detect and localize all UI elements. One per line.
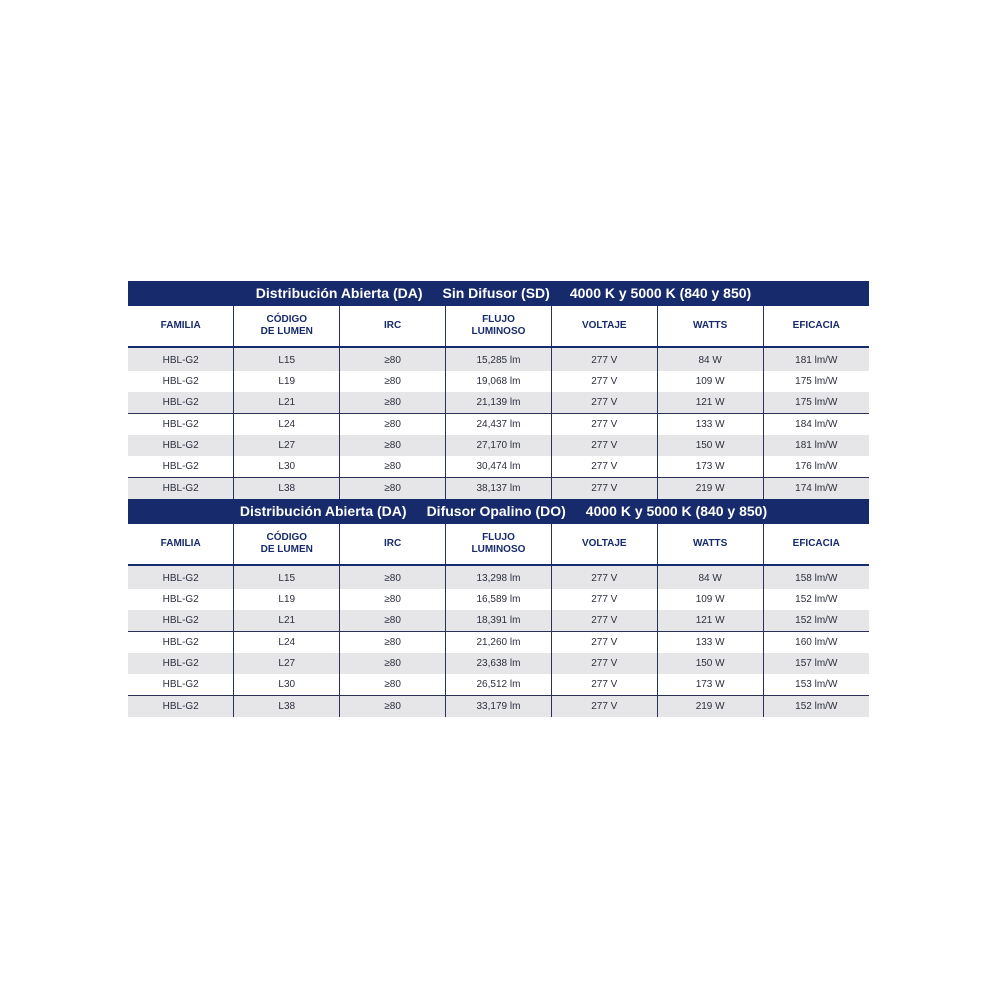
cell-eficacia: 152 lm/W bbox=[763, 610, 869, 632]
table-header-row bbox=[128, 524, 869, 565]
cell-codigo-lumen: L38 bbox=[234, 696, 340, 718]
table-header-row bbox=[128, 306, 869, 347]
cell-watts: 150 W bbox=[657, 653, 763, 674]
cell-eficacia: 152 lm/W bbox=[763, 589, 869, 610]
table-row bbox=[128, 347, 869, 371]
cell-irc: ≥80 bbox=[340, 696, 446, 718]
cell-familia: HBL-G2 bbox=[128, 674, 234, 696]
cell-familia: HBL-G2 bbox=[128, 456, 234, 478]
section-cct-label: 4000 K y 5000 K (840 y 850) bbox=[585, 503, 768, 519]
cell-voltaje: 277 V bbox=[551, 632, 657, 654]
cell-flujo-luminoso: 13,298 lm bbox=[446, 565, 552, 589]
column-header-irc: IRC bbox=[340, 524, 446, 565]
cell-familia: HBL-G2 bbox=[128, 565, 234, 589]
cell-watts: 121 W bbox=[657, 610, 763, 632]
cell-watts: 109 W bbox=[657, 589, 763, 610]
cell-watts: 109 W bbox=[657, 371, 763, 392]
cell-irc: ≥80 bbox=[340, 610, 446, 632]
cell-flujo-luminoso: 19,068 lm bbox=[446, 371, 552, 392]
cell-flujo-luminoso: 38,137 lm bbox=[446, 478, 552, 500]
cell-voltaje: 277 V bbox=[551, 414, 657, 436]
column-header-watts: WATTS bbox=[657, 306, 763, 347]
cell-familia: HBL-G2 bbox=[128, 371, 234, 392]
cell-flujo-luminoso: 33,179 lm bbox=[446, 696, 552, 718]
cell-flujo-luminoso: 27,170 lm bbox=[446, 435, 552, 456]
table-row bbox=[128, 371, 869, 392]
cell-voltaje: 277 V bbox=[551, 674, 657, 696]
cell-watts: 84 W bbox=[657, 565, 763, 589]
table-row bbox=[128, 435, 869, 456]
cell-voltaje: 277 V bbox=[551, 435, 657, 456]
cell-codigo-lumen: L24 bbox=[234, 632, 340, 654]
cell-eficacia: 181 lm/W bbox=[763, 347, 869, 371]
cell-watts: 84 W bbox=[657, 347, 763, 371]
cell-voltaje: 277 V bbox=[551, 392, 657, 414]
spec-table bbox=[128, 306, 869, 499]
cell-watts: 150 W bbox=[657, 435, 763, 456]
cell-codigo-lumen: L27 bbox=[234, 653, 340, 674]
cell-codigo-lumen: L24 bbox=[234, 414, 340, 436]
cell-flujo-luminoso: 24,437 lm bbox=[446, 414, 552, 436]
cell-codigo-lumen: L30 bbox=[234, 674, 340, 696]
table-row bbox=[128, 653, 869, 674]
section-title-bar bbox=[128, 499, 869, 524]
cell-watts: 173 W bbox=[657, 674, 763, 696]
cell-codigo-lumen: L19 bbox=[234, 371, 340, 392]
cell-familia: HBL-G2 bbox=[128, 478, 234, 500]
cell-irc: ≥80 bbox=[340, 589, 446, 610]
section-diffuser-label: Difusor Opalino (DO) bbox=[426, 503, 566, 519]
cell-irc: ≥80 bbox=[340, 414, 446, 436]
cell-voltaje: 277 V bbox=[551, 478, 657, 500]
cell-flujo-luminoso: 18,391 lm bbox=[446, 610, 552, 632]
cell-watts: 219 W bbox=[657, 478, 763, 500]
table-row bbox=[128, 414, 869, 436]
cell-codigo-lumen: L27 bbox=[234, 435, 340, 456]
cell-familia: HBL-G2 bbox=[128, 653, 234, 674]
section-distribution-label: Distribución Abierta (DA) bbox=[255, 285, 423, 301]
spec-sections bbox=[128, 281, 869, 717]
section-diffuser-label: Sin Difusor (SD) bbox=[442, 285, 550, 301]
cell-eficacia: 176 lm/W bbox=[763, 456, 869, 478]
column-header-flujo-luminoso: FLUJO LUMINOSO bbox=[446, 306, 552, 347]
cell-codigo-lumen: L21 bbox=[234, 392, 340, 414]
cell-flujo-luminoso: 15,285 lm bbox=[446, 347, 552, 371]
cell-voltaje: 277 V bbox=[551, 610, 657, 632]
column-header-eficacia: EFICACIA bbox=[763, 524, 869, 565]
cell-voltaje: 277 V bbox=[551, 347, 657, 371]
table-row bbox=[128, 674, 869, 696]
cell-eficacia: 184 lm/W bbox=[763, 414, 869, 436]
cell-codigo-lumen: L15 bbox=[234, 565, 340, 589]
cell-familia: HBL-G2 bbox=[128, 347, 234, 371]
cell-flujo-luminoso: 16,589 lm bbox=[446, 589, 552, 610]
cell-codigo-lumen: L21 bbox=[234, 610, 340, 632]
table-row bbox=[128, 632, 869, 654]
cell-codigo-lumen: L19 bbox=[234, 589, 340, 610]
column-header-familia: FAMILIA bbox=[128, 306, 234, 347]
column-header-flujo-luminoso: FLUJO LUMINOSO bbox=[446, 524, 552, 565]
cell-irc: ≥80 bbox=[340, 478, 446, 500]
cell-eficacia: 174 lm/W bbox=[763, 478, 869, 500]
column-header-irc: IRC bbox=[340, 306, 446, 347]
cell-irc: ≥80 bbox=[340, 347, 446, 371]
cell-watts: 173 W bbox=[657, 456, 763, 478]
cell-eficacia: 160 lm/W bbox=[763, 632, 869, 654]
column-header-codigo-lumen: CÓDIGO DE LUMEN bbox=[234, 306, 340, 347]
cell-watts: 133 W bbox=[657, 414, 763, 436]
cell-familia: HBL-G2 bbox=[128, 414, 234, 436]
column-header-watts: WATTS bbox=[657, 524, 763, 565]
cell-flujo-luminoso: 23,638 lm bbox=[446, 653, 552, 674]
cell-familia: HBL-G2 bbox=[128, 589, 234, 610]
cell-voltaje: 277 V bbox=[551, 696, 657, 718]
cell-irc: ≥80 bbox=[340, 674, 446, 696]
section-cct-label: 4000 K y 5000 K (840 y 850) bbox=[569, 285, 752, 301]
cell-irc: ≥80 bbox=[340, 565, 446, 589]
column-header-codigo-lumen: CÓDIGO DE LUMEN bbox=[234, 524, 340, 565]
cell-codigo-lumen: L15 bbox=[234, 347, 340, 371]
spec-sheet bbox=[128, 281, 869, 717]
cell-familia: HBL-G2 bbox=[128, 632, 234, 654]
cell-voltaje: 277 V bbox=[551, 589, 657, 610]
cell-irc: ≥80 bbox=[340, 435, 446, 456]
spec-section-1 bbox=[128, 281, 869, 499]
cell-flujo-luminoso: 21,260 lm bbox=[446, 632, 552, 654]
cell-eficacia: 157 lm/W bbox=[763, 653, 869, 674]
cell-irc: ≥80 bbox=[340, 392, 446, 414]
table-row bbox=[128, 565, 869, 589]
cell-familia: HBL-G2 bbox=[128, 392, 234, 414]
cell-familia: HBL-G2 bbox=[128, 610, 234, 632]
cell-eficacia: 175 lm/W bbox=[763, 371, 869, 392]
cell-familia: HBL-G2 bbox=[128, 696, 234, 718]
cell-watts: 133 W bbox=[657, 632, 763, 654]
column-header-voltaje: VOLTAJE bbox=[551, 306, 657, 347]
cell-watts: 121 W bbox=[657, 392, 763, 414]
cell-eficacia: 175 lm/W bbox=[763, 392, 869, 414]
table-row bbox=[128, 478, 869, 500]
cell-voltaje: 277 V bbox=[551, 456, 657, 478]
table-row bbox=[128, 392, 869, 414]
table-row bbox=[128, 696, 869, 718]
table-row bbox=[128, 589, 869, 610]
cell-irc: ≥80 bbox=[340, 371, 446, 392]
section-title-bar bbox=[128, 281, 869, 306]
table-row bbox=[128, 456, 869, 478]
cell-voltaje: 277 V bbox=[551, 371, 657, 392]
cell-voltaje: 277 V bbox=[551, 653, 657, 674]
cell-codigo-lumen: L30 bbox=[234, 456, 340, 478]
cell-eficacia: 152 lm/W bbox=[763, 696, 869, 718]
cell-flujo-luminoso: 30,474 lm bbox=[446, 456, 552, 478]
column-header-eficacia: EFICACIA bbox=[763, 306, 869, 347]
column-header-familia: FAMILIA bbox=[128, 524, 234, 565]
cell-voltaje: 277 V bbox=[551, 565, 657, 589]
table-row bbox=[128, 610, 869, 632]
cell-flujo-luminoso: 26,512 lm bbox=[446, 674, 552, 696]
cell-familia: HBL-G2 bbox=[128, 435, 234, 456]
cell-codigo-lumen: L38 bbox=[234, 478, 340, 500]
cell-irc: ≥80 bbox=[340, 653, 446, 674]
cell-flujo-luminoso: 21,139 lm bbox=[446, 392, 552, 414]
cell-eficacia: 153 lm/W bbox=[763, 674, 869, 696]
column-header-voltaje: VOLTAJE bbox=[551, 524, 657, 565]
cell-irc: ≥80 bbox=[340, 632, 446, 654]
section-distribution-label: Distribución Abierta (DA) bbox=[239, 503, 407, 519]
cell-eficacia: 181 lm/W bbox=[763, 435, 869, 456]
spec-section-2 bbox=[128, 499, 869, 717]
cell-eficacia: 158 lm/W bbox=[763, 565, 869, 589]
cell-watts: 219 W bbox=[657, 696, 763, 718]
spec-table bbox=[128, 524, 869, 717]
cell-irc: ≥80 bbox=[340, 456, 446, 478]
